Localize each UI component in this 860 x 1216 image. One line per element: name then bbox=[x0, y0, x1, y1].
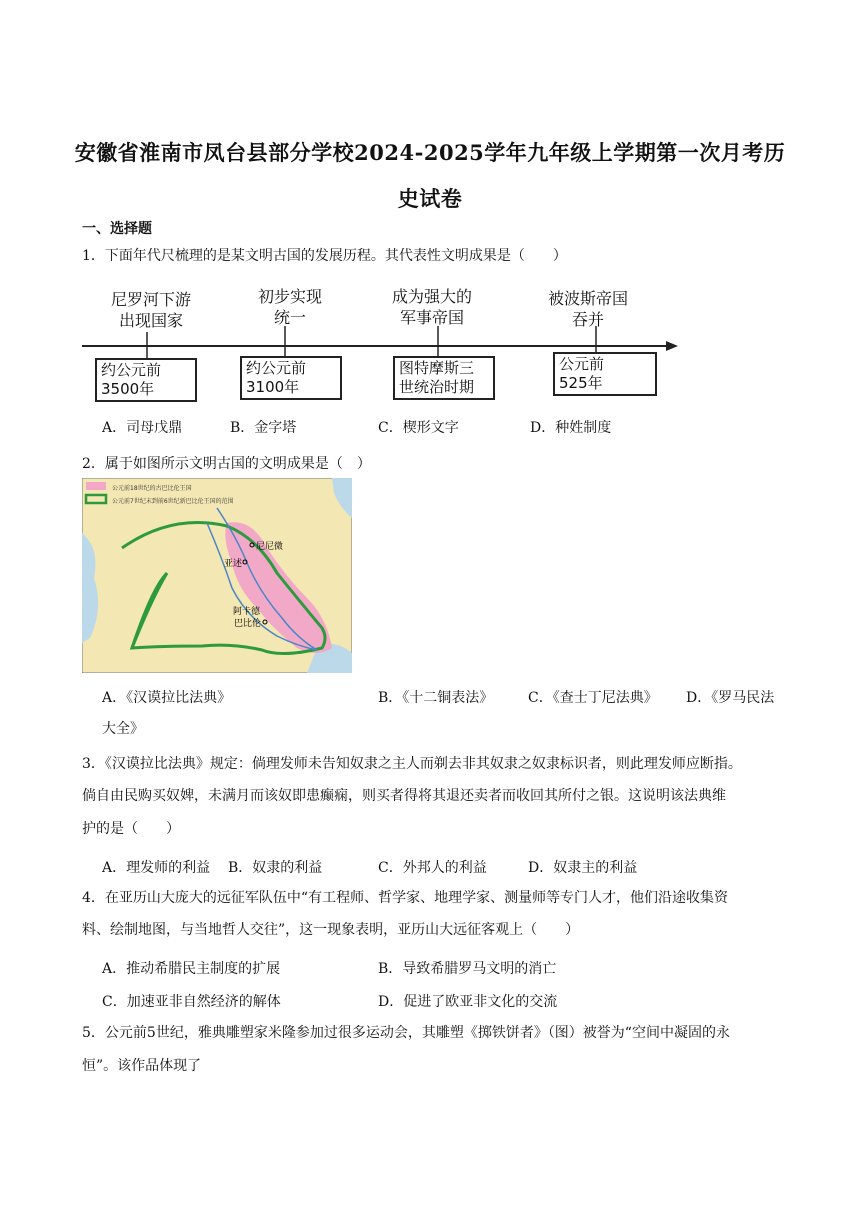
timeline-date-box-2: 约公元前 3100年 bbox=[240, 356, 342, 400]
q4-option-a[interactable]: A．推动希腊民主制度的扩展 bbox=[102, 961, 281, 977]
timeline-event-3-label: 成为强大的 军事帝国 bbox=[391, 287, 472, 327]
q1-option-a[interactable]: A．司母戊鼎 bbox=[102, 420, 183, 436]
q2-option-d[interactable]: D．《罗马民法 bbox=[686, 690, 775, 706]
q2-option-d-continuation: 大全》 bbox=[102, 721, 144, 737]
q4-option-b[interactable]: B．导致希腊罗马文明的消亡 bbox=[378, 961, 557, 977]
question-5-line-2: 恒”。该作品体现了 bbox=[82, 1058, 202, 1074]
exam-title-line1: 安徽省淮南市凤台县部分学校2024-2025学年九年级上学期第一次月考历 bbox=[74, 140, 786, 165]
map-place-akkad: 阿卡德 bbox=[233, 607, 261, 617]
map-graphic bbox=[82, 478, 352, 673]
timeline-event-4-label: 被波斯帝国 吞并 bbox=[547, 289, 628, 329]
timeline-date-box-3: 图特摩斯三 世统治时期 bbox=[393, 356, 495, 400]
q4-option-d[interactable]: D．促进了欧亚非文化的交流 bbox=[378, 994, 558, 1010]
q4-option-c[interactable]: C．加速亚非自然经济的解体 bbox=[102, 994, 281, 1010]
question-5-line-1: 5．公元前5世纪，雅典雕塑家米隆参加过很多运动会，其雕塑《掷铁饼者》（图）被誉为“空间中凝固的永 bbox=[82, 1025, 730, 1041]
timeline-date-box-1: 约公元前 3500年 bbox=[95, 358, 197, 402]
question-4-line-2: 料、绘制地图，与当地哲人交往”，这一现象表明，亚历山大远征客观上（ ） bbox=[82, 922, 580, 938]
map-legend-1: 公元前18世纪的古巴比伦王国 bbox=[112, 485, 192, 492]
q2-option-c[interactable]: C．《查士丁尼法典》 bbox=[528, 690, 658, 706]
q1-option-d[interactable]: D．种姓制度 bbox=[530, 420, 612, 436]
exam-title-line2: 史试卷 bbox=[397, 186, 463, 211]
q2-option-a[interactable]: A．《汉谟拉比法典》 bbox=[102, 690, 232, 706]
timeline-event-1-label: 尼罗河下游 出现国家 bbox=[110, 290, 191, 330]
babylon-map bbox=[82, 478, 352, 673]
timeline-axis bbox=[0, 0, 860, 410]
section-heading: 一、选择题 bbox=[82, 221, 152, 237]
question-4-line-1: 4．在亚历山大庞大的远征军队伍中“有工程师、哲学家、地理学家、测量师等专门人才，他们沿途收集资 bbox=[82, 890, 729, 906]
question-2-stem: 2．属于如图所示文明古国的文明成果是（ ） bbox=[82, 456, 371, 472]
question-3-line-2: 倘自由民购买奴婢，未满月而该奴即患癫痫，则买者得将其退还卖者而收回其所付之银。这说明该法典维 bbox=[82, 788, 726, 804]
question-1-stem: 1．下面年代尺梳理的是某文明古国的发展历程。其代表性文明成果是（ ） bbox=[82, 248, 567, 264]
question-3-line-1: 3．《汉谟拉比法典》规定：倘理发师未告知奴隶之主人而剃去非其奴隶之奴隶标识者，则此理发师应断指。 bbox=[82, 756, 742, 772]
q3-option-c[interactable]: C．外邦人的利益 bbox=[378, 860, 487, 876]
q1-option-b[interactable]: B．金字塔 bbox=[230, 420, 297, 436]
q1-option-c[interactable]: C．楔形文字 bbox=[378, 420, 459, 436]
q3-option-d[interactable]: D．奴隶主的利益 bbox=[528, 860, 638, 876]
question-3-line-3: 护的是（ ） bbox=[82, 821, 180, 837]
q3-option-a[interactable]: A．理发师的利益 bbox=[102, 860, 211, 876]
map-legend-2: 公元前7世纪末到前6世纪新巴比伦王国的范围 bbox=[112, 498, 234, 505]
map-place-babylon: 巴比伦 bbox=[234, 619, 262, 629]
timeline-event-2-label: 初步实现 统一 bbox=[257, 287, 322, 327]
map-place-assyria: 亚述 bbox=[224, 559, 243, 569]
map-place-nineveh: 尼尼微 bbox=[256, 542, 284, 552]
timeline-date-box-4: 公元前 525年 bbox=[553, 352, 657, 396]
q2-option-b[interactable]: B．《十二铜表法》 bbox=[378, 690, 494, 706]
q3-option-b[interactable]: B．奴隶的利益 bbox=[228, 860, 323, 876]
